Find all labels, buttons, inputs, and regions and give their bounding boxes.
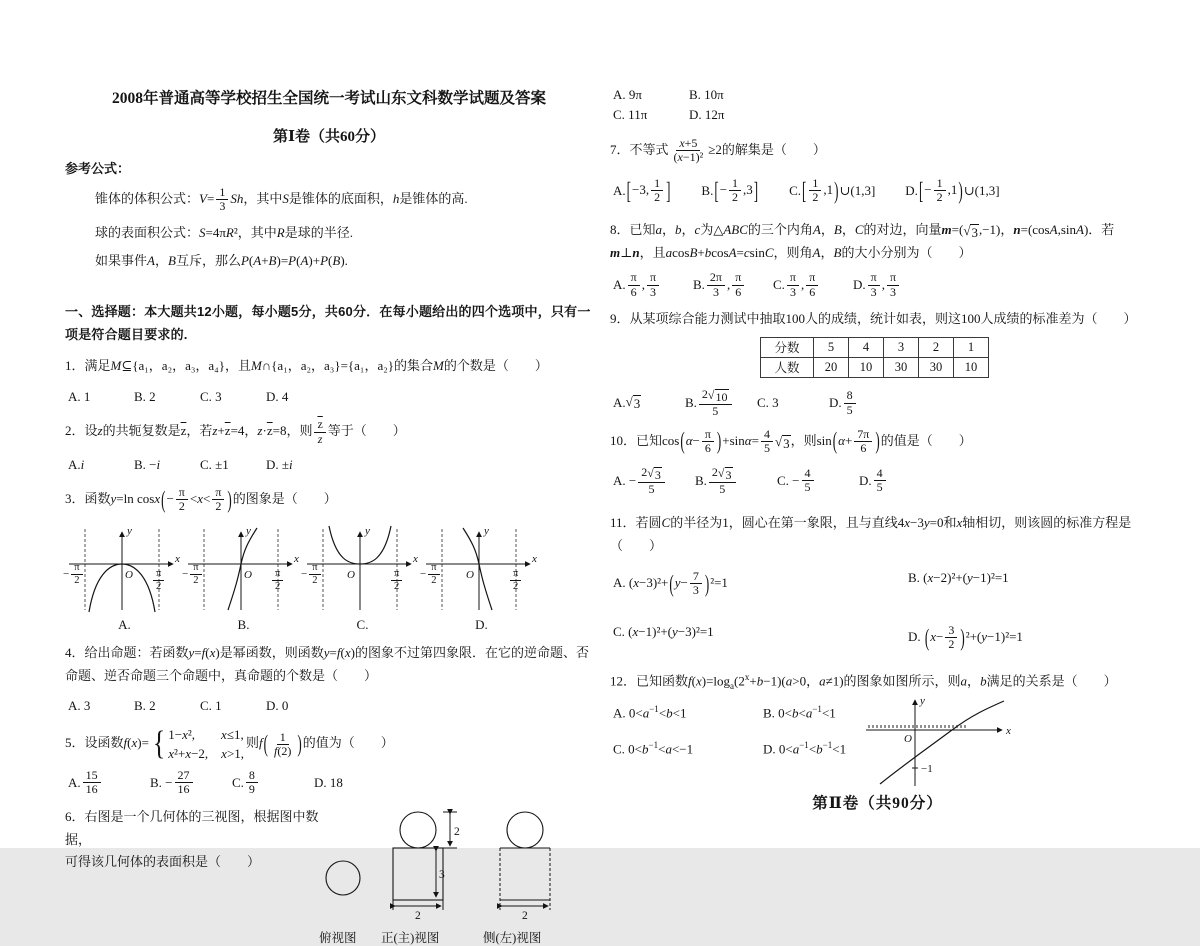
- svg-text:x: x: [1006, 725, 1011, 738]
- question-12-stem: 12．已知函数$f(x)=\log_a(2^x+b-1)(a>0$，a≠1)的图象如图所示，则a，b满足的关系是（ ）: [610, 671, 1117, 691]
- side-view-label: 侧(左)视图: [483, 930, 542, 945]
- tick-neg-half-pi: − $\frac{\pi}{2}$: [301, 562, 323, 587]
- svg-text:2: 2: [522, 909, 528, 922]
- option: C. 3: [757, 395, 779, 411]
- graph-letter: B.: [237, 616, 250, 632]
- option: C. 1: [200, 698, 222, 714]
- table-cell: 人数: [761, 357, 814, 377]
- option: B. − i: [134, 457, 161, 472]
- option: C. $0<b^{-1}<a<-1$: [613, 739, 694, 756]
- question-4-stem: 4．给出命题：若函数y=f(x)是幂函数，则函数y=f(x)的图象不过第四象限．在它的逆命题、否命题、逆否命题三个命题中，真命题的个数是（ ）: [65, 644, 589, 683]
- option: B. $0<b<a^{-1}<1$: [763, 704, 836, 721]
- option: B. 2: [134, 698, 156, 714]
- svg-text:2: 2: [454, 825, 460, 838]
- question-2: [65, 418, 593, 477]
- table-row: [761, 337, 989, 357]
- page-title: 2008年普通高等学校招生全国统一考试山东文科数学试题及答案: [111, 90, 546, 107]
- table-cell: 3: [884, 337, 919, 357]
- option: C. 11π: [613, 107, 648, 122]
- graph-option-c: [303, 522, 422, 616]
- question-9: [610, 308, 1145, 419]
- question-6-options: [613, 87, 1145, 123]
- option: C. π 3 , π 6: [773, 271, 853, 299]
- table-cell: 4: [849, 337, 884, 357]
- right-column: [610, 85, 1145, 813]
- option: B. 2π 3 , π 6: [693, 271, 773, 299]
- option: D. 0: [266, 698, 289, 714]
- svg-text:2: 2: [415, 909, 421, 922]
- question-8-options: [613, 271, 1145, 299]
- table-row: [761, 357, 989, 377]
- graph-option-d: [422, 522, 541, 616]
- svg-text:x: x: [175, 552, 180, 565]
- graph-letter: C.: [356, 616, 369, 632]
- question-3: [65, 486, 593, 633]
- question-3-stem: 3．函数y=ln cosx ( − $\frac{\pi}{2}$ <x< $\frac{\pi}{2}$ ) 的图象是（ ）: [65, 484, 337, 514]
- tick-neg-half-pi: − $\frac{\pi}{2}$: [420, 562, 442, 587]
- option: D. 4: [266, 389, 289, 405]
- table-cell: 10: [954, 357, 989, 377]
- question-3-graph-letters: [65, 617, 593, 633]
- top-view-label: 俯视图: [319, 930, 357, 945]
- log-curve-graph: [860, 692, 1020, 792]
- option: B. 2: [134, 389, 156, 405]
- question-11-stem: 11．若圆C的半径为1，圆心在第一象限，且与直线4x−3y=0和x轴相切，则该圆的标准方程是（ ）: [610, 515, 1132, 554]
- svg-text:y: y: [365, 524, 370, 537]
- question-1-options: [68, 385, 593, 409]
- option: B. 2 √ 3 5: [695, 466, 777, 497]
- option: B. 2 √ 10 5: [685, 388, 757, 419]
- question-8-stem: 8．已知a，b，c为△ABC的三个内角A，B，C的对边，向量m=( √ 3 ,−1)，n=(cosA,sinA)．若m⊥n，且acosB+bcosA=csinC，则角A，B的大小分别为（ ）: [610, 221, 1115, 260]
- option: A. [ −3, $\frac{1}{2}$ ]: [613, 175, 671, 205]
- graph-option-b: [184, 522, 303, 616]
- section-instructions: 一、选择题：本大题共12小题，每小题5分，共60分．在每小题给出的四个选项中，只有一项是符合题目要求的.: [65, 303, 591, 342]
- question-9-stem: 9．从某项综合能力测试中抽取100人的成绩，统计如表，则这100人成绩的标准差为（ ）: [610, 311, 1137, 327]
- option: A. $0<a^{-1}<b<1$: [613, 704, 687, 721]
- option: C. 3: [200, 389, 222, 405]
- option: A. 1: [68, 389, 91, 405]
- option: D. π 3 , π 3: [853, 271, 933, 299]
- option: D. ± i: [266, 457, 293, 472]
- question-10: [610, 425, 1145, 497]
- question-7-options: [613, 177, 1145, 205]
- question-1-stem: 1．满足M⊆{a₁，a₂，a₃，a₄}，且M∩{a₁，a₂，a₃}={a₁，a₂}的集合M的个数是（ ）: [65, 358, 548, 374]
- svg-text:y: y: [920, 695, 925, 708]
- question-5-stem: 5．设函数f(x)= { 1−x², x≤1, x²+x−2, x>1, 则f ( $\frac{1}{f(2)}$ ) 的值为（ ）: [65, 725, 394, 763]
- reference-line-probability: 如果事件A，B互斥，那么P(A+B)=P(A)+P(B).: [95, 253, 348, 269]
- question-6-stem-line2: 可得该几何体的表面积是（ ）: [65, 854, 261, 870]
- question-11-options: [613, 570, 1145, 652]
- reference-line-volume: 锥体的体积公式：V= $\frac{1}{3}$ Sh，其中S是锥体的底面积，h是锥体的高.: [95, 185, 468, 214]
- three-view-figure: [315, 808, 571, 922]
- tick-half-pi: $\frac{\pi}{2}$: [389, 568, 404, 593]
- question-10-stem: 10．已知cos ( α− $\frac{\pi}{6}$ ) +sinα= $\frac{4}{5}$ √ 3 ，则sin ( α+ $\frac{7\pi}{6}$ ) 的值是（ ）: [610, 425, 972, 456]
- table-cell: 1: [954, 337, 989, 357]
- score-table: [760, 337, 989, 378]
- question-12-body: [610, 695, 1145, 776]
- graph-letter: D.: [475, 616, 488, 632]
- three-view-labels: [315, 928, 575, 946]
- table-cell: 分数: [761, 337, 814, 357]
- question-6-options-block: [610, 87, 1145, 123]
- tick-half-pi: $\frac{\pi}{2}$: [270, 568, 285, 593]
- table-cell: 20: [814, 357, 849, 377]
- question-6-figure: [315, 808, 575, 946]
- option: C. (x−1)²+(y−3)²=1: [613, 623, 714, 639]
- option: D. $0<a^{-1}<b^{-1}<1$: [763, 739, 847, 756]
- part2-heading: 第Ⅱ卷（共90分）: [812, 794, 943, 812]
- tick-neg-half-pi: − $\frac{\pi}{2}$: [182, 562, 204, 587]
- graph-letter: A.: [118, 616, 131, 632]
- table-cell: 10: [849, 357, 884, 377]
- svg-text:x: x: [532, 552, 537, 565]
- question-6-stem: [65, 806, 327, 874]
- option: C. − 4 5: [777, 467, 859, 495]
- option: D. [ − $\frac{1}{2}$ ,1 ) ∪(1,3]: [905, 175, 1000, 205]
- question-2-options: [68, 453, 593, 477]
- svg-text:−1: −1: [921, 763, 933, 776]
- option: D. 18: [314, 774, 343, 790]
- question-2-stem: 2．设z的共轭复数是$\overline{z}$，若$z+\overline{z}=4$，$z\cdot\overline{z}=8$，则 $\frac{\overline{z}}{z}$ 等于（ ）: [65, 417, 406, 446]
- question-7-stem: 7．不等式 $\frac{x+5}{\text{(x−1)²}}$ ≥2的解集是（ ）: [610, 136, 826, 165]
- option: A. i: [68, 457, 85, 472]
- option: D. ( x− $\frac{3}{2}$ ) ²+(y−1)²=1: [908, 622, 1023, 652]
- tick-neg-half-pi: − $\frac{\pi}{2}$: [63, 562, 85, 587]
- option: A. 15 16: [68, 769, 150, 797]
- svg-text:O: O: [347, 568, 355, 581]
- option: D. 4 5: [859, 467, 941, 495]
- option: A. 9π: [613, 87, 642, 102]
- question-4-options: [68, 694, 593, 718]
- option: A. 3: [68, 698, 91, 714]
- option: C. ±1: [200, 457, 229, 472]
- svg-text:x: x: [294, 552, 299, 565]
- table-cell: 30: [919, 357, 954, 377]
- svg-text:3: 3: [439, 868, 445, 881]
- part1-heading: 第Ⅰ卷（共60分）: [272, 129, 386, 145]
- svg-text:y: y: [246, 524, 251, 537]
- table-cell: 5: [814, 337, 849, 357]
- svg-text:O: O: [904, 733, 912, 746]
- svg-text:y: y: [484, 524, 489, 537]
- question-10-options: [613, 466, 1145, 497]
- option: A. (x−3)²+ ( y− $\frac{7}{3}$ ) ²=1: [613, 568, 728, 598]
- option: B. 10π: [689, 87, 724, 102]
- option: D. 8 5: [829, 389, 901, 417]
- question-11: [610, 512, 1145, 651]
- option: A. √ 3: [613, 393, 641, 411]
- svg-text:O: O: [466, 568, 474, 581]
- question-9-options: [613, 388, 1145, 419]
- tick-half-pi: $\frac{\pi}{2}$: [508, 568, 523, 593]
- question-12: [610, 670, 1145, 776]
- question-3-graphs: [65, 522, 593, 616]
- reference-heading: 参考公式：: [65, 161, 131, 176]
- option: C. [ $\frac{1}{2}$ ,1 ) ∪(1,3]: [789, 175, 876, 205]
- question-1: [65, 355, 593, 409]
- option: B. [ − $\frac{1}{2}$ ,3 ]: [701, 175, 759, 205]
- question-5-options: [68, 769, 593, 797]
- table-cell: 2: [919, 337, 954, 357]
- left-column: [63, 85, 593, 945]
- svg-text:y: y: [127, 524, 132, 537]
- option: B. (x−2)²+(y−1)²=1: [908, 569, 1009, 585]
- table-cell: 30: [884, 357, 919, 377]
- graph-option-a: [65, 522, 184, 616]
- reference-line-sphere: 球的表面积公式：S=4πR²，其中R是球的半径.: [95, 224, 353, 240]
- option: A. − 2 √ 3 5: [613, 466, 695, 497]
- option: D. 12π: [689, 107, 725, 122]
- svg-text:x: x: [413, 552, 418, 565]
- option: B. − 27 16: [150, 769, 232, 797]
- question-8: [610, 219, 1145, 299]
- question-5: [65, 727, 593, 796]
- option: A. π 6 , π 3: [613, 271, 693, 299]
- question-6: [65, 806, 593, 945]
- question-4: [65, 642, 593, 719]
- front-view-label: 正(主)视图: [381, 930, 440, 945]
- tick-half-pi: $\frac{\pi}{2}$: [151, 568, 166, 593]
- svg-text:O: O: [125, 568, 133, 581]
- svg-text:O: O: [244, 568, 252, 581]
- option: C. 8 9: [232, 769, 314, 797]
- question-7: [610, 137, 1145, 205]
- question-6-stem-line1: 6．右图是一个几何体的三视图，根据图中数据，: [65, 808, 319, 847]
